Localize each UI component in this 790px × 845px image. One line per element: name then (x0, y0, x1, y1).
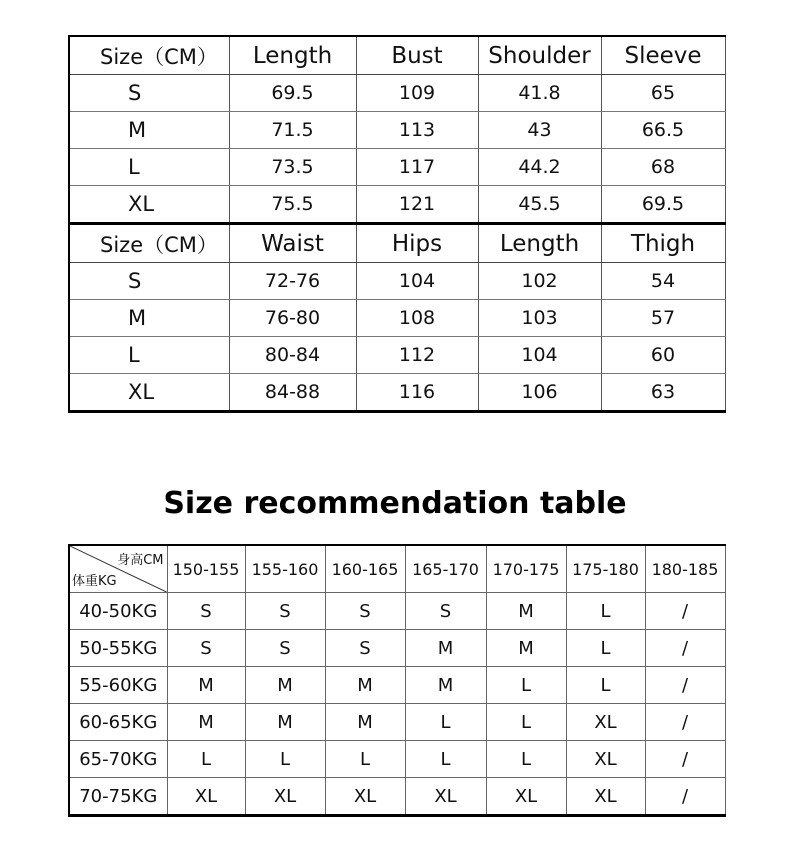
shoulder-header: Shoulder (478, 36, 601, 75)
size-cell: L (566, 593, 645, 630)
size-cell: M (325, 704, 405, 741)
size-label: L (69, 337, 229, 374)
weight-range-label: 40-50KG (69, 593, 167, 630)
size-cell: L (405, 741, 486, 778)
size-cell: M (245, 704, 325, 741)
table-row (69, 630, 725, 667)
header-row (69, 36, 725, 75)
weight-range-label: 70-75KG (69, 778, 167, 816)
table-row (69, 778, 725, 816)
size-label: XL (69, 186, 229, 224)
size-cell: M (486, 630, 566, 667)
bust-header: Bust (356, 36, 478, 75)
table-cell: 71.5 (229, 112, 356, 149)
size-cell: L (405, 704, 486, 741)
table-cell: 60 (601, 337, 725, 374)
table-cell: 45.5 (478, 186, 601, 224)
size-cell: XL (486, 778, 566, 816)
table-row (69, 75, 725, 112)
table-cell: 109 (356, 75, 478, 112)
table-cell: 43 (478, 112, 601, 149)
table-cell: 57 (601, 300, 725, 337)
size-cell: L (325, 741, 405, 778)
size-cell: L (486, 667, 566, 704)
size-cell: S (325, 593, 405, 630)
size-cell: L (566, 630, 645, 667)
size-cell: M (325, 667, 405, 704)
table-row (69, 593, 725, 630)
table-row (69, 741, 725, 778)
size-recommendation-table (68, 544, 726, 817)
table-cell: 44.2 (478, 149, 601, 186)
table-cell: 108 (356, 300, 478, 337)
table-cell: 112 (356, 337, 478, 374)
size-header: Size（CM） (69, 36, 229, 75)
table-cell: 113 (356, 112, 478, 149)
table-cell: 104 (356, 263, 478, 300)
size-cell: / (645, 778, 725, 816)
hips-header: Hips (356, 224, 478, 263)
table-cell: 121 (356, 186, 478, 224)
height-range-header: 180-185 (645, 545, 725, 593)
height-range-header: 175-180 (566, 545, 645, 593)
table-cell: 106 (478, 374, 601, 412)
weight-range-label: 60-65KG (69, 704, 167, 741)
size-cell: M (405, 667, 486, 704)
size-cell: M (167, 667, 245, 704)
table-row (69, 149, 725, 186)
size-cell: / (645, 704, 725, 741)
size-cell: / (645, 667, 725, 704)
table-row (69, 374, 725, 412)
size-cell: XL (325, 778, 405, 816)
table-row (69, 186, 725, 224)
table-cell: 103 (478, 300, 601, 337)
size-cell: XL (566, 778, 645, 816)
table-cell: 102 (478, 263, 601, 300)
weight-range-label: 55-60KG (69, 667, 167, 704)
size-cell: S (245, 593, 325, 630)
table-cell: 117 (356, 149, 478, 186)
table-cell: 84-88 (229, 374, 356, 412)
table-row (69, 704, 725, 741)
table-cell: 41.8 (478, 75, 601, 112)
table-cell: 104 (478, 337, 601, 374)
size-cell: S (405, 593, 486, 630)
height-range-header: 160-165 (325, 545, 405, 593)
size-cell: XL (245, 778, 325, 816)
height-range-header: 150-155 (167, 545, 245, 593)
size-cell: L (486, 741, 566, 778)
table-row (69, 667, 725, 704)
size-label: S (69, 263, 229, 300)
size-cell: / (645, 593, 725, 630)
weight-axis-label: 体重KG (72, 574, 117, 589)
size-cell: L (566, 667, 645, 704)
header-row (69, 224, 725, 263)
table-cell: 63 (601, 374, 725, 412)
size-label: M (69, 112, 229, 149)
header-row (69, 545, 725, 593)
size-cell: S (167, 630, 245, 667)
table-cell: 76-80 (229, 300, 356, 337)
height-range-header: 165-170 (405, 545, 486, 593)
table-cell: 80-84 (229, 337, 356, 374)
size-label: L (69, 149, 229, 186)
table-cell: 66.5 (601, 112, 725, 149)
size-cell: XL (566, 741, 645, 778)
size-cell: M (167, 704, 245, 741)
size-label: S (69, 75, 229, 112)
size-cell: XL (167, 778, 245, 816)
size-cell: S (167, 593, 245, 630)
table-cell: 54 (601, 263, 725, 300)
size-cell: M (245, 667, 325, 704)
height-axis-label: 身高CM (117, 553, 164, 568)
size-cell: S (245, 630, 325, 667)
thigh-header: Thigh (601, 224, 725, 263)
table-cell: 65 (601, 75, 725, 112)
measurement-table (68, 35, 726, 413)
length-header: Length (478, 224, 601, 263)
table-cell: 68 (601, 149, 725, 186)
height-range-header: 155-160 (245, 545, 325, 593)
height-range-header: 170-175 (486, 545, 566, 593)
weight-range-label: 65-70KG (69, 741, 167, 778)
size-cell: XL (405, 778, 486, 816)
table-row (69, 112, 725, 149)
size-cell: L (167, 741, 245, 778)
length-header: Length (229, 36, 356, 75)
size-cell: L (486, 704, 566, 741)
size-cell: M (486, 593, 566, 630)
table-row (69, 337, 725, 374)
table-row (69, 300, 725, 337)
waist-header: Waist (229, 224, 356, 263)
corner-header-cell (69, 545, 167, 593)
size-label: M (69, 300, 229, 337)
sleeve-header: Sleeve (601, 36, 725, 75)
table-cell: 69.5 (601, 186, 725, 224)
table-cell: 69.5 (229, 75, 356, 112)
table-cell: 72-76 (229, 263, 356, 300)
size-header: Size（CM） (69, 224, 229, 263)
size-cell: / (645, 741, 725, 778)
size-cell: S (325, 630, 405, 667)
table-row (69, 263, 725, 300)
size-label: XL (69, 374, 229, 412)
size-cell: XL (566, 704, 645, 741)
table-cell: 73.5 (229, 149, 356, 186)
size-cell: / (645, 630, 725, 667)
size-cell: M (405, 630, 486, 667)
recommendation-title: Size recommendation table (163, 486, 627, 521)
table-cell: 116 (356, 374, 478, 412)
weight-range-label: 50-55KG (69, 630, 167, 667)
size-cell: L (245, 741, 325, 778)
table-cell: 75.5 (229, 186, 356, 224)
